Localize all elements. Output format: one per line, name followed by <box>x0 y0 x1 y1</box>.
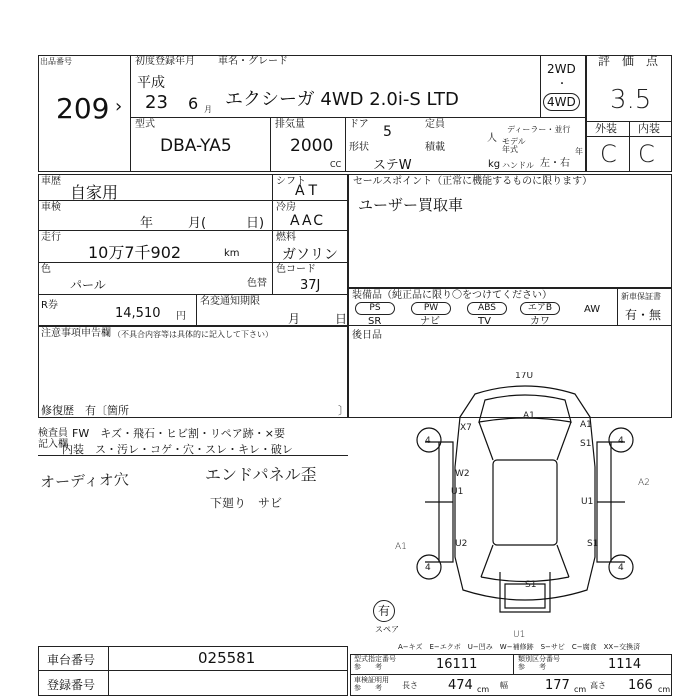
displacement-label: 排気量 <box>275 119 305 130</box>
mark-s1-b: S1 <box>587 539 599 549</box>
mark-wheel-rl: 4 <box>425 563 431 573</box>
history-value: 自家用 <box>70 183 119 202</box>
car-diagram <box>405 372 645 622</box>
equip-abs: ABS <box>467 302 507 315</box>
notice-month: 月 <box>288 312 301 326</box>
cc-unit: CC <box>330 160 342 169</box>
equip-ps: PS <box>355 302 395 315</box>
exterior-grade: C <box>600 140 617 168</box>
spare-mark: 有 <box>373 600 395 622</box>
doors: 5 <box>383 124 392 140</box>
length-label: 長さ <box>402 681 418 690</box>
shape: ステW <box>373 158 412 173</box>
inspection-year: 年 <box>140 216 154 231</box>
reg-year: 23 <box>145 92 168 113</box>
handle-label: ハンドル <box>502 161 534 170</box>
fuel-label: 燃料 <box>276 232 296 243</box>
person-unit: 人 <box>487 133 497 144</box>
equip-tv: TV <box>478 316 491 327</box>
color-no-label: 色替 <box>247 278 267 289</box>
interior-label: 内装 <box>638 122 660 135</box>
drive-2wd: 2WD <box>547 62 576 76</box>
capacity-label: 定員 <box>425 119 445 130</box>
equipment-label: 装備品（純正品に限り〇をつけてください） <box>352 290 552 301</box>
mark-wheel-rr: 4 <box>618 563 624 573</box>
check-row-int: 内装 ス・汚レ・コゲ・穴・スレ・キレ・破レ <box>62 443 293 456</box>
equip-airbag: エアB <box>520 302 560 315</box>
height-unit: cm <box>658 685 671 694</box>
width-label: 幅 <box>500 681 508 690</box>
hand-note-audio: オーディオ穴 <box>39 470 130 492</box>
chassis-label: 車台番号 <box>47 653 96 667</box>
displacement: 2000 <box>290 136 334 156</box>
type-designation-label: 型式指定番号 参 考 <box>354 655 396 671</box>
first-reg-label: 初度登録年月 <box>135 56 195 67</box>
model-year-label: モデル 年式 <box>502 137 526 154</box>
equip-sr: SR <box>368 316 382 327</box>
mark-s1-c: S1 <box>525 580 537 590</box>
equip-pw: PW <box>411 302 451 315</box>
ac-value: AAC <box>290 213 326 229</box>
height-label: 高さ <box>590 681 606 690</box>
damage-legend: A−キズ E−エクボ U−凹み W−補修跡 S−サビ C−腐食 XX−交換済 <box>398 643 641 651</box>
interior-grade: C <box>638 140 655 168</box>
dealer-label: ディーラー・並行 <box>507 125 571 134</box>
doors-label: ドア <box>349 119 369 130</box>
color-code-label: 色コード <box>276 264 316 275</box>
mark-x7: X7 <box>460 423 472 433</box>
new-warranty: 有・無 <box>625 308 662 322</box>
load-label: 積載 <box>425 142 445 153</box>
lot-number: 209 <box>56 92 110 125</box>
mark-s1-a: S1 <box>580 439 592 449</box>
car-name: エクシーガ 4WD 2.0i-S LTD <box>225 89 459 110</box>
mark-wheel-fr: 4 <box>618 436 624 446</box>
reg-label: 登録番号 <box>47 678 96 692</box>
handle-value: 左・右 <box>540 158 570 169</box>
repair-close: 〕 <box>338 404 349 417</box>
mark-u1-a: U1 <box>451 487 464 497</box>
recycle-label: R券 <box>41 300 58 311</box>
mark-u1-b: U1 <box>581 497 594 507</box>
sales-point-label: セールスポイント（正常に機能するものに限ります） <box>353 176 593 187</box>
grade-label: 評 価 点 <box>598 54 659 68</box>
check-row-ext: FW キズ・飛石・ヒビ割・リペア跡・×要 <box>72 427 285 440</box>
mark-w2: W2 <box>455 469 470 479</box>
inspection-day: 日) <box>246 216 265 231</box>
notice-label: 名変通知期限 <box>200 296 260 307</box>
post-label: 後日品 <box>352 330 382 341</box>
shape-label: 形状 <box>349 142 369 153</box>
drive-dot: ・ <box>557 79 567 90</box>
cert-label: 車検証明用 参 考 <box>354 676 389 692</box>
equip-leather: カワ <box>530 316 550 327</box>
height: 166 <box>628 678 653 693</box>
length-unit: cm <box>477 685 490 694</box>
ac-label: 冷房 <box>276 202 296 213</box>
lot-label: 出品番号 <box>40 57 72 66</box>
km-unit: km <box>224 248 240 259</box>
yen-unit: 円 <box>176 311 186 322</box>
type-designation: 16111 <box>436 657 478 672</box>
width-unit: cm <box>574 685 587 694</box>
color-value: パール <box>70 278 106 292</box>
hand-note-underbody: 下廻り サビ <box>210 496 283 510</box>
mark-u1-bottom: U1 <box>513 630 526 640</box>
class-number: 1114 <box>608 657 642 672</box>
mark-u2: U2 <box>455 539 468 549</box>
year-unit: 年 <box>575 147 583 156</box>
color-code: 37J <box>300 278 321 293</box>
inspector-label: 検査員 記入欄 <box>38 428 68 450</box>
mark-a1-b: A1 <box>580 420 592 430</box>
mark-a1-a: A1 <box>523 411 535 421</box>
mark-17u: 17U <box>515 372 534 381</box>
mileage-value: 10万7千902 <box>88 243 182 262</box>
length: 474 <box>448 678 473 693</box>
era: 平成 <box>137 75 165 91</box>
notice-day: 日 <box>335 312 348 326</box>
inspection-label: 車検 <box>41 202 61 213</box>
reg-month: 6 <box>188 94 199 113</box>
repair-label: 修復歴 有〔箇所 <box>41 404 129 417</box>
recycle-value: 14,510 <box>115 306 161 321</box>
car-name-label: 車名・グレード <box>218 56 288 67</box>
fuel-value: ガソリン <box>282 247 338 263</box>
hand-note-endpanel: エンドパネル歪 <box>205 465 317 484</box>
notes-label: 注意事項申告欄 <box>41 328 111 339</box>
drive-4wd: 4WD <box>543 93 580 111</box>
sales-point-block <box>348 174 672 288</box>
spare-label: スペア <box>375 625 399 634</box>
mark-a1-left: A1 <box>395 542 407 552</box>
mileage-label: 走行 <box>41 232 61 243</box>
new-warranty-label: 新車保証書 <box>621 292 661 301</box>
history-label: 車歴 <box>41 176 61 187</box>
equip-aw: AW <box>584 304 601 315</box>
shift-value: AT <box>295 183 323 199</box>
model-label: 型式 <box>135 119 155 130</box>
grade-value: 3.5 <box>610 85 652 115</box>
model: DBA-YA5 <box>160 136 232 156</box>
mark-wheel-fl: 4 <box>425 436 431 446</box>
notes-sublabel: （不具合内容等は具体的に記入して下さい） <box>113 330 273 339</box>
chassis-number: 025581 <box>198 649 256 667</box>
month-unit: 月 <box>204 105 212 114</box>
chevron-right-icon: › <box>115 96 123 117</box>
color-label: 色 <box>41 264 51 275</box>
sales-point-value: ユーザー買取車 <box>358 196 464 214</box>
mark-a2: A2 <box>638 478 650 488</box>
width: 177 <box>545 678 570 693</box>
inspection-month: 月( <box>188 216 207 231</box>
kg-unit: kg <box>488 159 501 170</box>
exterior-label: 外装 <box>595 122 617 135</box>
shift-label: シフト <box>276 176 306 187</box>
class-label: 類別区分番号 参 考 <box>518 655 560 671</box>
equip-navi: ナビ <box>420 316 440 327</box>
